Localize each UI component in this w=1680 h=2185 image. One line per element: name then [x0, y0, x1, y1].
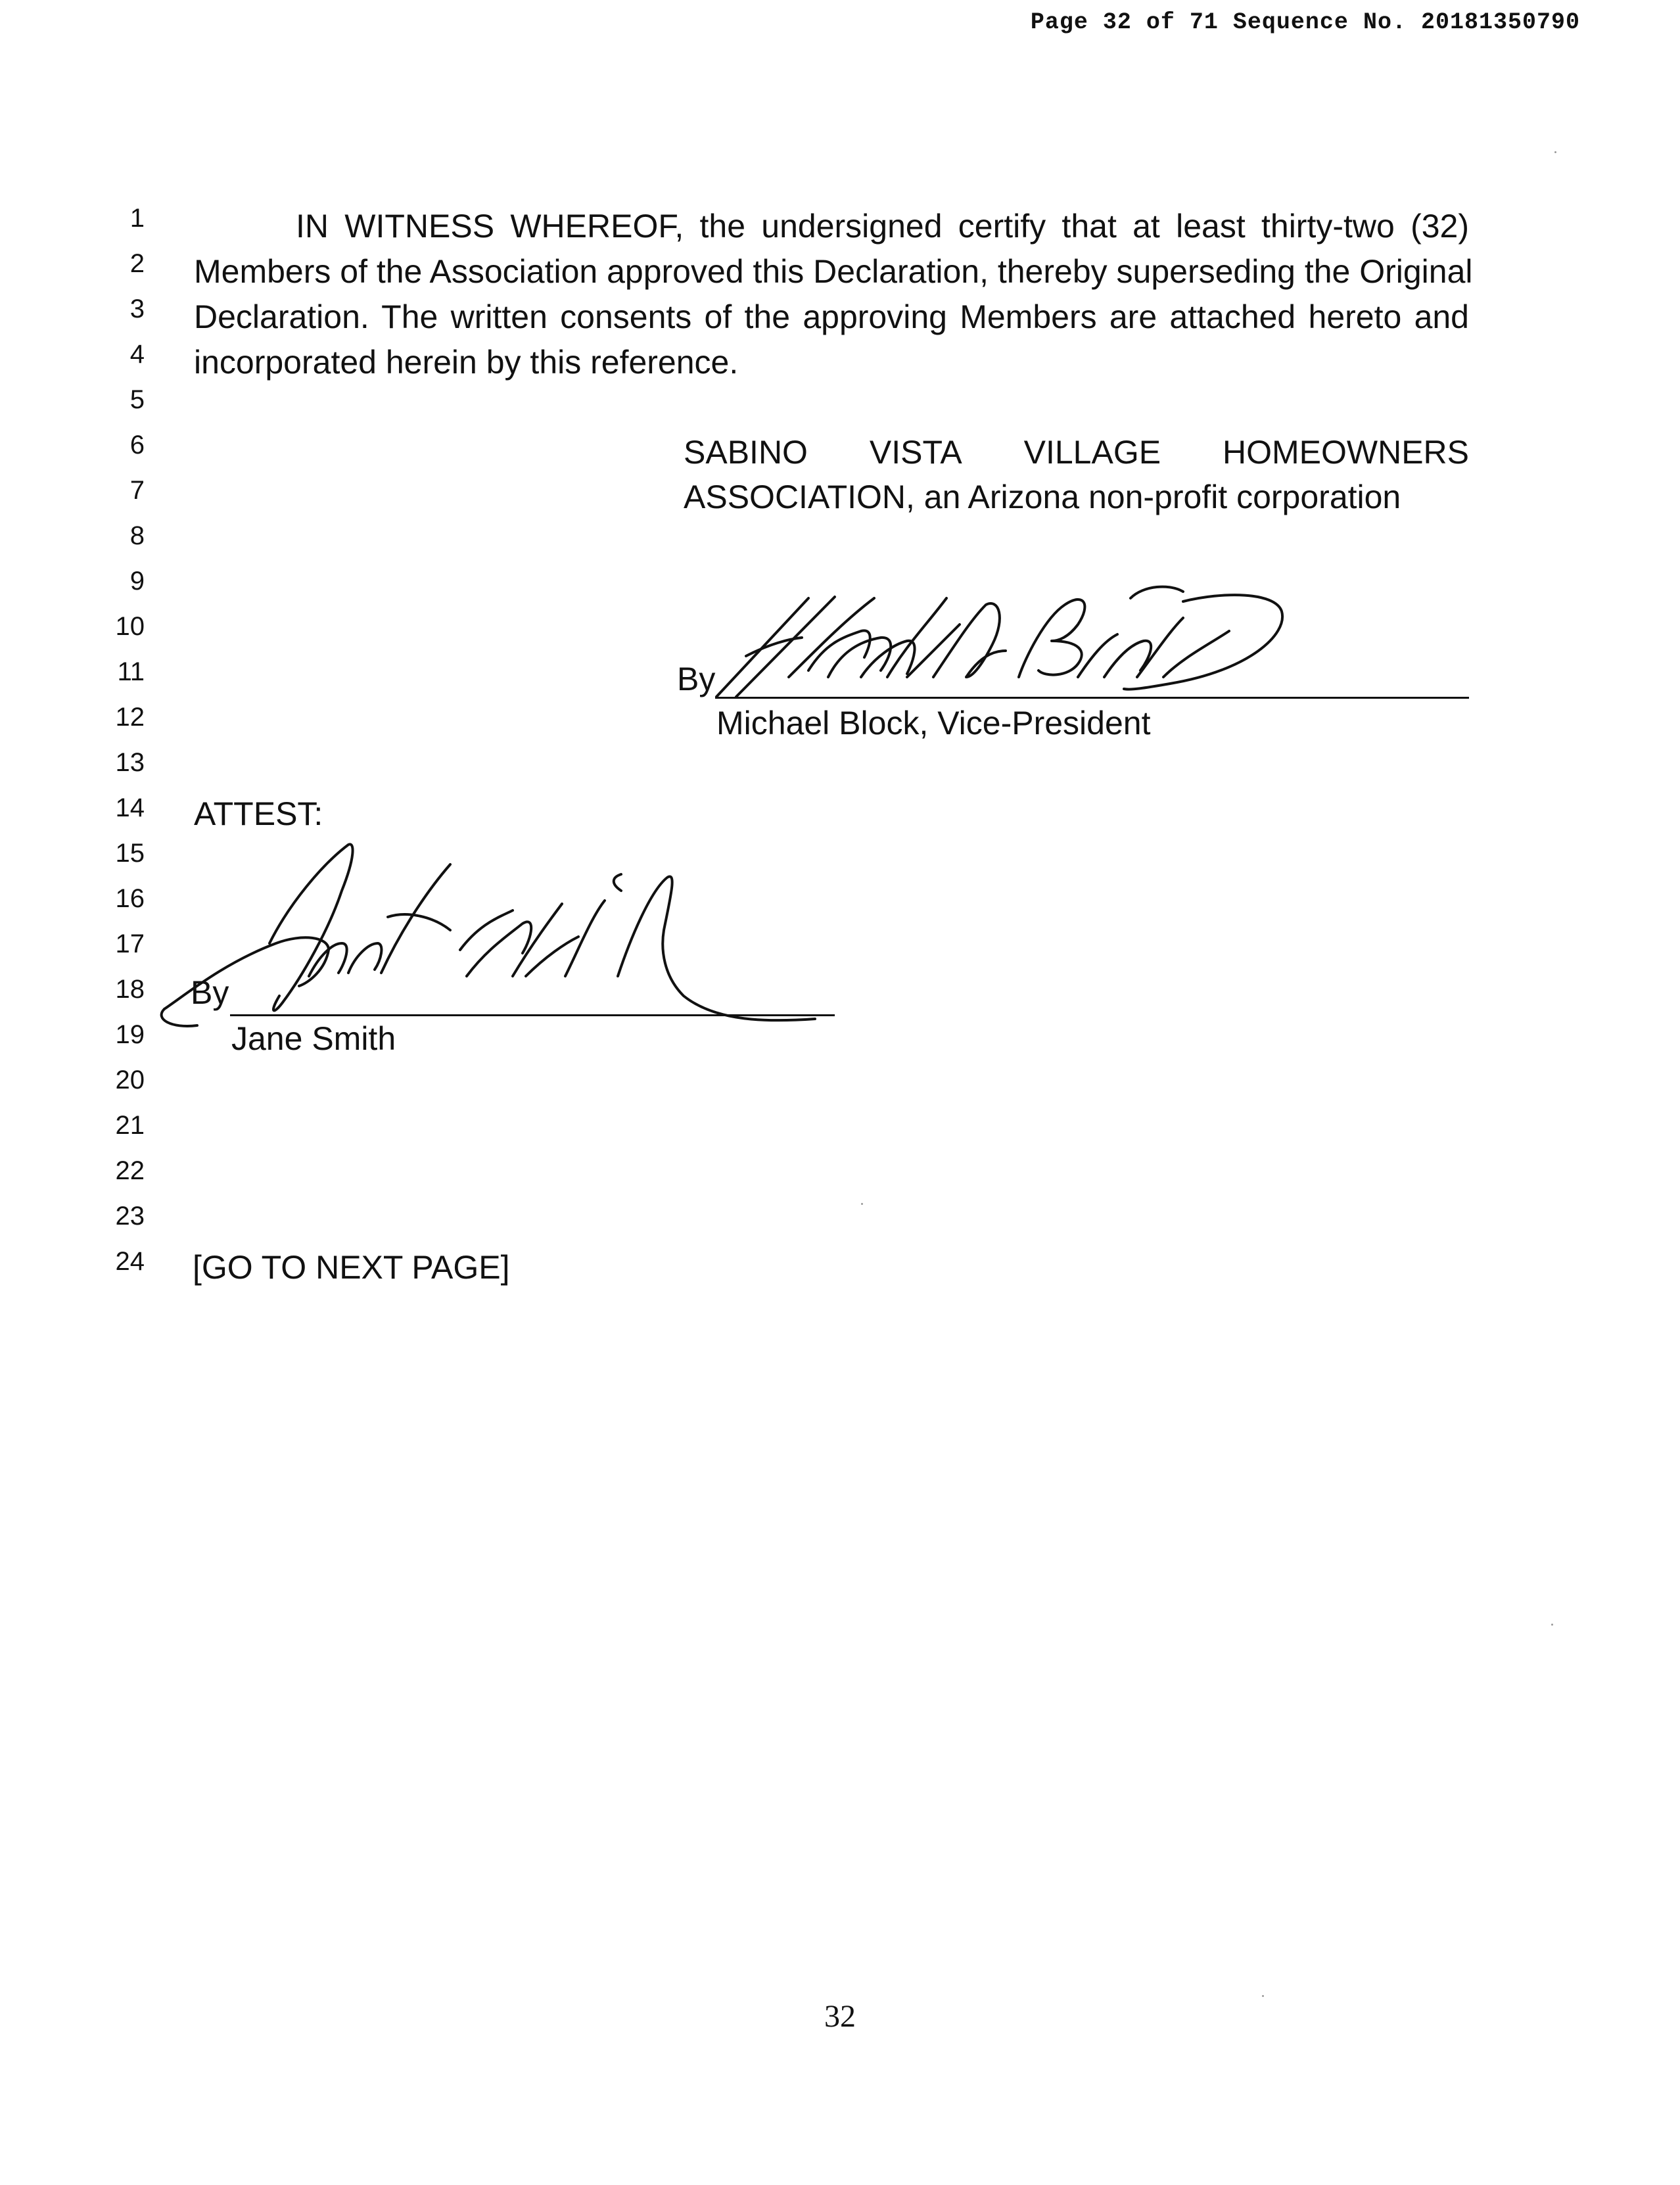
line-number: 22 — [115, 1156, 145, 1185]
page-number: 32 — [824, 1999, 856, 2034]
scan-speck — [1262, 1995, 1264, 1997]
line-number: 21 — [115, 1111, 145, 1140]
association-name-word: HOMEOWNERS — [1223, 434, 1469, 471]
association-name-word: VILLAGE — [1023, 434, 1161, 471]
scan-speck — [861, 1203, 863, 1205]
line-number: 4 — [129, 340, 145, 369]
line-number: 15 — [115, 839, 145, 868]
witness-paragraph — [194, 204, 1473, 385]
line-number: 24 — [115, 1247, 145, 1276]
line-number: 3 — [129, 294, 145, 323]
scan-speck — [1551, 1624, 1553, 1626]
line-number: 2 — [129, 249, 145, 278]
attest-by-label: By — [191, 974, 229, 1011]
attest-label: ATTEST: — [194, 795, 323, 832]
line-number: 18 — [115, 975, 145, 1004]
line-number: 6 — [129, 431, 145, 459]
paragraph-line: incorporated herein by this reference. — [194, 344, 739, 381]
line-number: 7 — [129, 476, 145, 505]
association-name-word: VISTA — [869, 434, 962, 471]
line-number: 10 — [115, 612, 145, 641]
association-by-label: By — [677, 661, 716, 697]
line-number: 5 — [129, 385, 145, 414]
line-number: 19 — [115, 1020, 145, 1049]
go-to-next-page-note: [GO TO NEXT PAGE] — [193, 1249, 510, 1286]
page-header: Page 32 of 71 Sequence No. 20181350790 — [1030, 9, 1580, 35]
line-number: 11 — [117, 657, 145, 686]
association-signature-line — [715, 697, 1469, 699]
association-name-word: SABINO — [684, 434, 808, 471]
paragraph-line: IN WITNESS WHEREOF, the undersigned certify that at least thirty-two (32) — [296, 208, 1469, 245]
signature-jane-smith — [158, 838, 841, 1035]
line-number: 1 — [129, 204, 145, 233]
line-number: 9 — [129, 567, 145, 596]
line-number: 12 — [115, 703, 145, 732]
paragraph-line: Members of the Association approved this Declaration, thereby superseding the Original — [194, 253, 1473, 290]
line-number: 23 — [115, 1202, 145, 1231]
association-name-line — [684, 434, 1469, 471]
line-number: 20 — [115, 1066, 145, 1094]
line-number: 14 — [115, 793, 145, 822]
association-descriptor: ASSOCIATION, an Arizona non-profit corporation — [684, 479, 1401, 515]
line-number: 17 — [115, 929, 145, 958]
line-number: 13 — [115, 748, 145, 777]
paragraph-line: Declaration. The written consents of the approving Members are attached hereto and — [194, 298, 1469, 335]
association-signer-name: Michael Block, Vice-President — [716, 705, 1151, 741]
line-number: 16 — [115, 884, 145, 913]
attest-signature-line — [230, 1014, 835, 1016]
attest-signer-name: Jane Smith — [231, 1020, 396, 1057]
signature-michael-block — [710, 578, 1354, 710]
scan-speck — [1554, 151, 1556, 153]
line-number: 8 — [129, 521, 145, 550]
